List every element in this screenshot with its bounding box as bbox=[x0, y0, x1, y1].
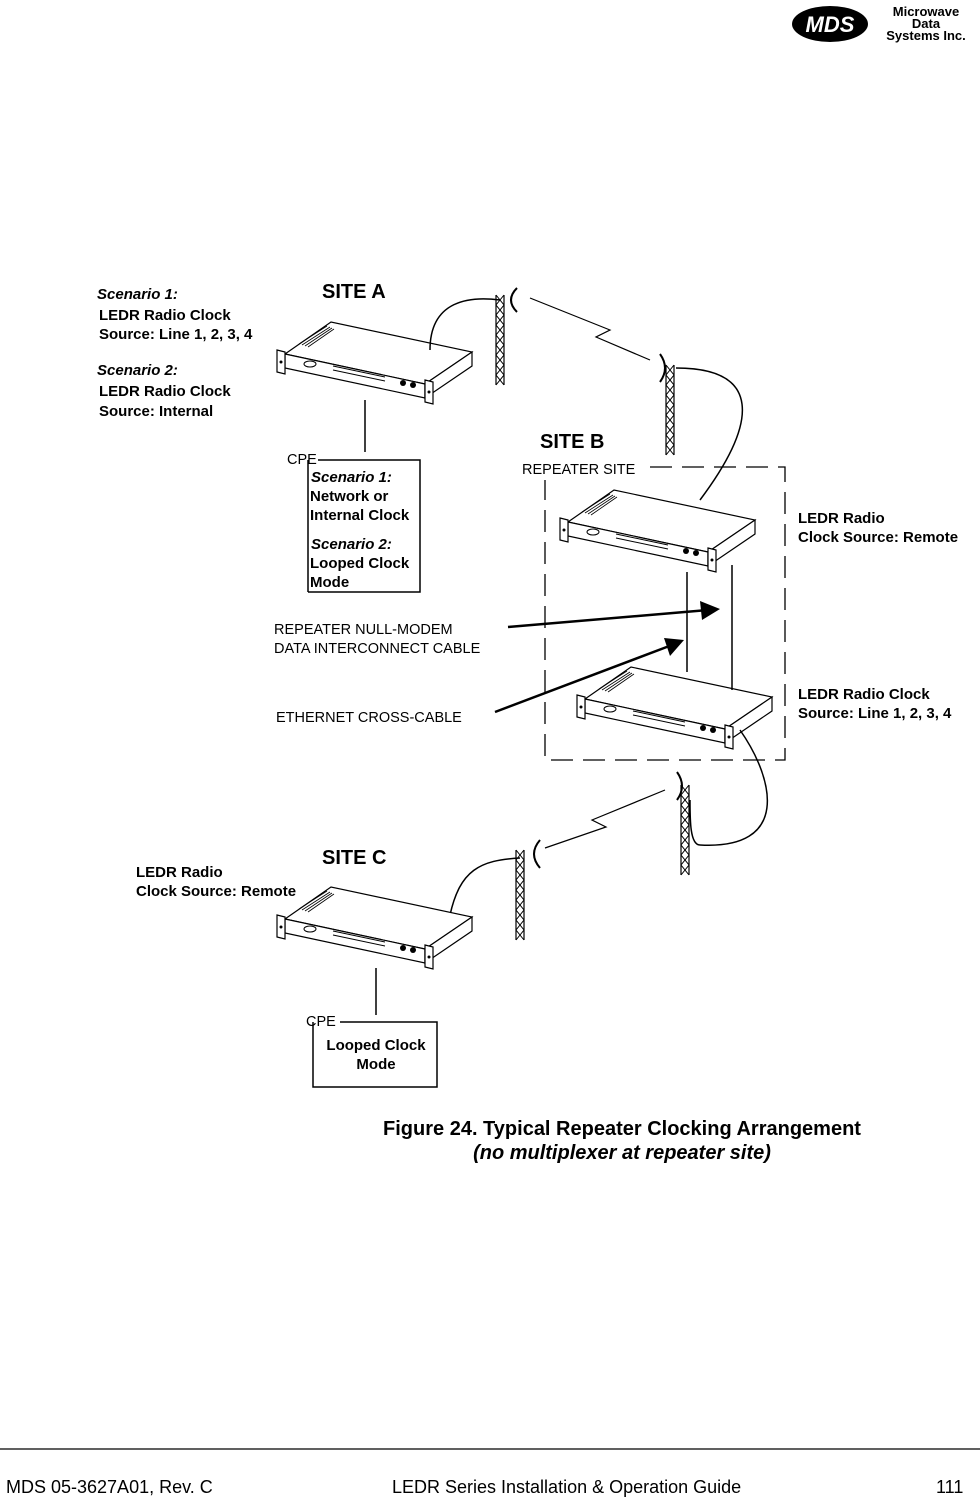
site-c-radio bbox=[277, 887, 472, 969]
site-b-upper-line2: Clock Source: Remote bbox=[798, 529, 959, 546]
site-a-cpe-s1-line1: Network or bbox=[310, 488, 389, 505]
site-b-upper-line1: LEDR Radio bbox=[798, 510, 885, 527]
site-a-scenario1-heading: Scenario 1: bbox=[97, 286, 178, 303]
site-a-tower bbox=[496, 295, 504, 385]
site-a-cpe-s2-heading: Scenario 2: bbox=[311, 536, 392, 553]
site-c-radio-line2: Clock Source: Remote bbox=[136, 883, 297, 900]
figure-caption bbox=[320, 1117, 924, 1165]
site-c-cpe-line2: Mode bbox=[356, 1056, 396, 1073]
logo-line-1: Microwave bbox=[892, 4, 960, 19]
site-a-cpe-s1-heading: Scenario 1: bbox=[311, 469, 392, 486]
site-a-cpe-s1-line2: Internal Clock bbox=[310, 507, 410, 524]
site-a-scenario2-heading: Scenario 2: bbox=[97, 362, 178, 379]
site-a-title: SITE A bbox=[322, 281, 386, 303]
footer-page-number: 111 bbox=[936, 1477, 964, 1497]
site-c-cpe-line1: Looped Clock bbox=[326, 1037, 426, 1054]
site-a-cpe-label: CPE bbox=[287, 452, 317, 468]
site-a-radio bbox=[277, 322, 472, 404]
svg-text:MDS: MDS bbox=[805, 12, 855, 37]
site-c-title: SITE C bbox=[322, 847, 387, 869]
site-b-lower-line2: Source: Line 1, 2, 3, 4 bbox=[798, 705, 952, 722]
figure-caption-line1: Figure 24. Typical Repeater Clocking Arrangement bbox=[383, 1118, 861, 1140]
footer-title: LEDR Series Installation & Operation Guide bbox=[392, 1477, 742, 1497]
ethernet-label: ETHERNET CROSS-CABLE bbox=[276, 710, 462, 726]
site-a-cpe-s2-line2: Mode bbox=[310, 574, 350, 591]
site-b-lower-radio bbox=[577, 667, 772, 749]
link-b-c bbox=[545, 790, 665, 848]
null-modem-label-line1: REPEATER NULL-MODEM bbox=[274, 622, 453, 638]
site-b-upper-tower bbox=[666, 365, 674, 455]
null-modem-label-line2: DATA INTERCONNECT CABLE bbox=[274, 641, 481, 657]
logo-line-3: Systems Inc. bbox=[886, 28, 966, 43]
site-b-lower-line1: LEDR Radio Clock bbox=[798, 686, 930, 703]
site-b-subtitle: REPEATER SITE bbox=[522, 462, 636, 478]
site-b-lower-tower bbox=[681, 785, 689, 875]
site-c-cpe-label: CPE bbox=[306, 1014, 336, 1030]
figure-caption-line2: (no multiplexer at repeater site) bbox=[473, 1142, 771, 1164]
site-a-scenario1-line1: LEDR Radio Clock bbox=[99, 307, 231, 324]
site-b-upper-radio bbox=[560, 490, 755, 572]
footer-doc-id: MDS 05-3627A01, Rev. C bbox=[6, 1477, 213, 1497]
site-a-scenario2-line2: Source: Internal bbox=[99, 403, 214, 420]
site-a-cpe-s2-line1: Looped Clock bbox=[310, 555, 410, 572]
site-a-scenario1-line2: Source: Line 1, 2, 3, 4 bbox=[99, 326, 253, 343]
link-a-b bbox=[530, 298, 650, 360]
site-b-title: SITE B bbox=[540, 431, 605, 453]
site-a-dish bbox=[511, 288, 517, 312]
logo-line-2: Data bbox=[911, 16, 941, 31]
site-c-tower bbox=[516, 850, 524, 940]
site-c-radio-line1: LEDR Radio bbox=[136, 864, 223, 881]
site-a-scenario2-line1: LEDR Radio Clock bbox=[99, 383, 231, 400]
